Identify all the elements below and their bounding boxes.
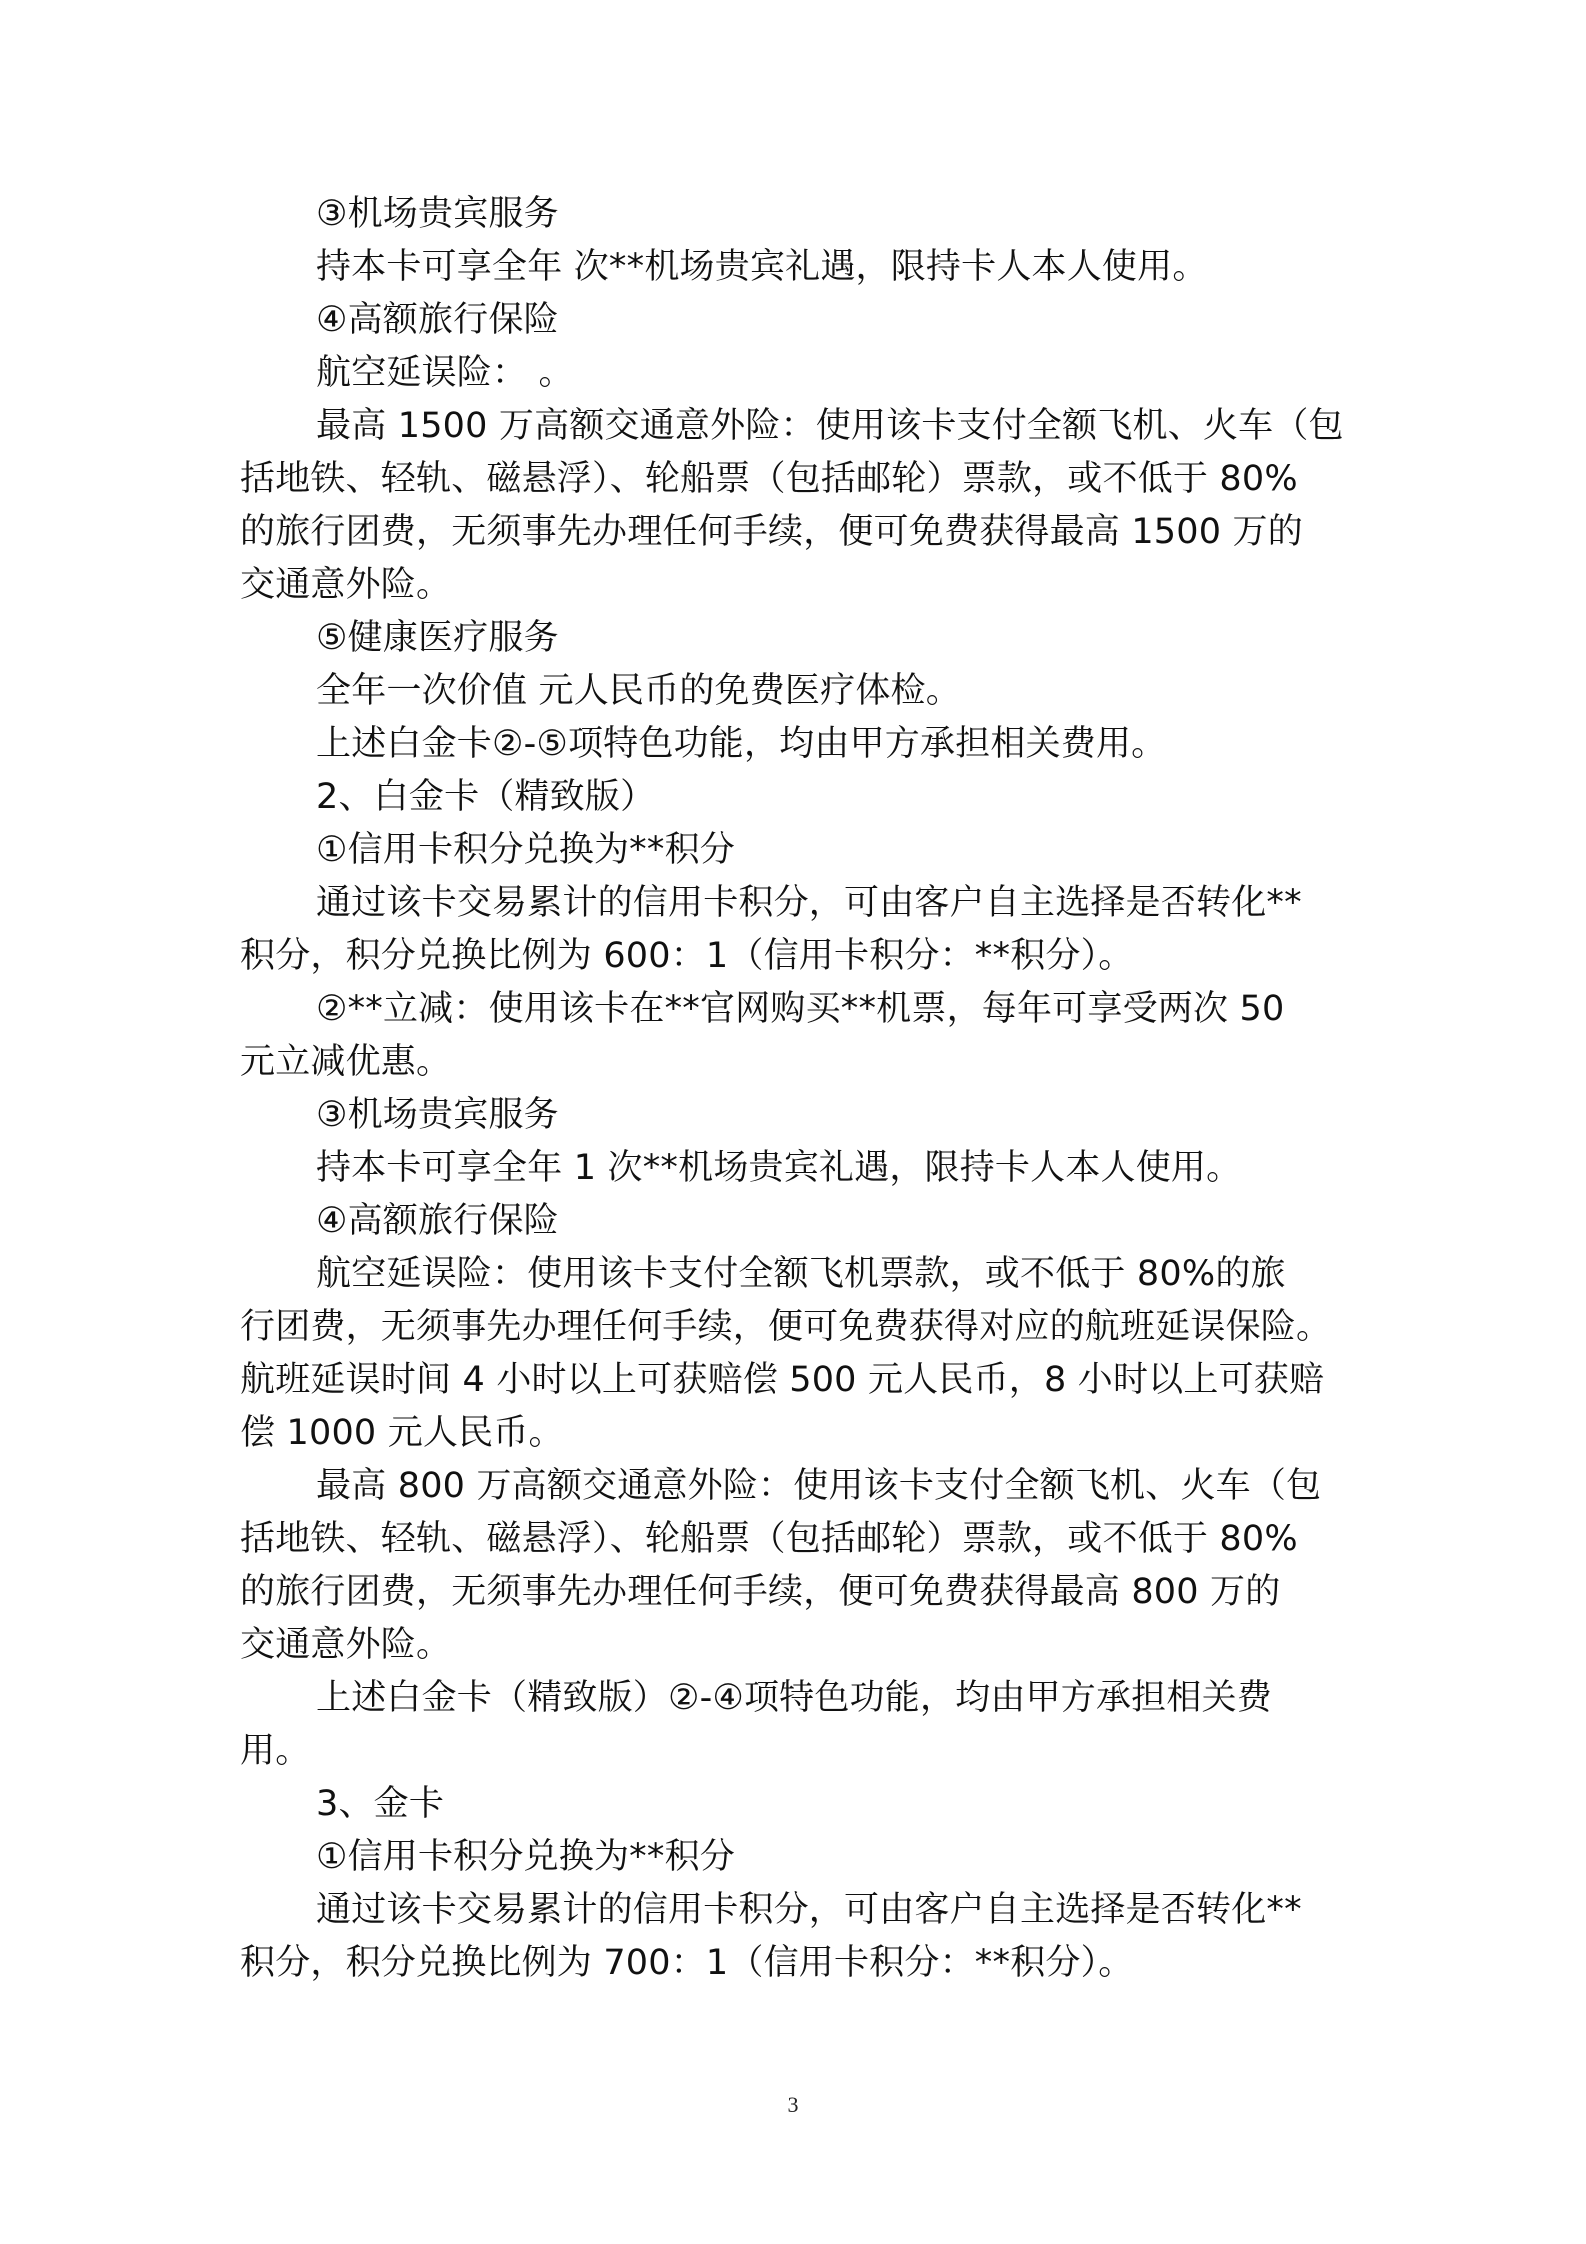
text-line: 航空延误险： 。 [316,353,574,393]
text-line: ④高额旅行保险 [316,300,559,340]
text-line: ①信用卡积分兑换为**积分 [316,1837,735,1877]
text-line: ①信用卡积分兑换为**积分 [316,830,735,870]
text-line: 最高 1500 万高额交通意外险：使用该卡支付全额飞机、火车（包 [316,406,1344,446]
text-line: 航空延误险：使用该卡支付全额飞机票款，或不低于 80%的旅 [316,1254,1286,1294]
text-line: ⑤健康医疗服务 [316,618,559,658]
text-line: 括地铁、轻轨、磁悬浮）、轮船票（包括邮轮）票款，或不低于 80% [240,1519,1298,1559]
text-line: 2、白金卡（精致版） [316,777,656,817]
text-line: 积分，积分兑换比例为 600：1（信用卡积分：**积分）。 [240,936,1134,976]
text-line: 积分，积分兑换比例为 700：1（信用卡积分：**积分）。 [240,1943,1134,1983]
text-line: 全年一次价值 元人民币的免费医疗体检。 [316,671,961,711]
text-line: 3、金卡 [316,1784,445,1824]
document-body [240,188,1350,1990]
text-line: 元立减优惠。 [240,1042,452,1082]
text-line: 通过该卡交易累计的信用卡积分，可由客户自主选择是否转化** [316,883,1302,923]
text-line: 持本卡可享全年 次**机场贵宾礼遇，限持卡人本人使用。 [316,247,1208,287]
page-number: 3 [787,2092,799,2117]
text-line: ③机场贵宾服务 [316,194,559,234]
text-line: 偿 1000 元人民币。 [240,1413,564,1453]
text-line: 用。 [240,1731,311,1771]
text-line: 持本卡可享全年 1 次**机场贵宾礼遇，限持卡人本人使用。 [316,1148,1242,1188]
text-line: 括地铁、轻轨、磁悬浮）、轮船票（包括邮轮）票款，或不低于 80% [240,459,1298,499]
text-line: 上述白金卡（精致版）②-④项特色功能，均由甲方承担相关费 [316,1678,1272,1718]
text-line: ④高额旅行保险 [316,1201,559,1241]
text-line: 行团费，无须事先办理任何手续，便可免费获得对应的航班延误保险。 [240,1307,1332,1347]
text-line: 通过该卡交易累计的信用卡积分，可由客户自主选择是否转化** [316,1890,1302,1930]
text-line: 航班延误时间 4 小时以上可获赔偿 500 元人民币，8 小时以上可获赔 [240,1360,1325,1400]
text-line: ③机场贵宾服务 [316,1095,559,1135]
text-line: 上述白金卡②-⑤项特色功能，均由甲方承担相关费用。 [316,724,1167,764]
text-line: ②**立减：使用该卡在**官网购买**机票，每年可享受两次 50 [316,989,1285,1029]
text-line: 交通意外险。 [240,1625,452,1665]
text-line: 的旅行团费，无须事先办理任何手续，便可免费获得最高 1500 万的 [240,512,1303,552]
text-line: 交通意外险。 [240,565,452,605]
text-line: 最高 800 万高额交通意外险：使用该卡支付全额飞机、火车（包 [316,1466,1322,1506]
text-line: 的旅行团费，无须事先办理任何手续，便可免费获得最高 800 万的 [240,1572,1281,1612]
